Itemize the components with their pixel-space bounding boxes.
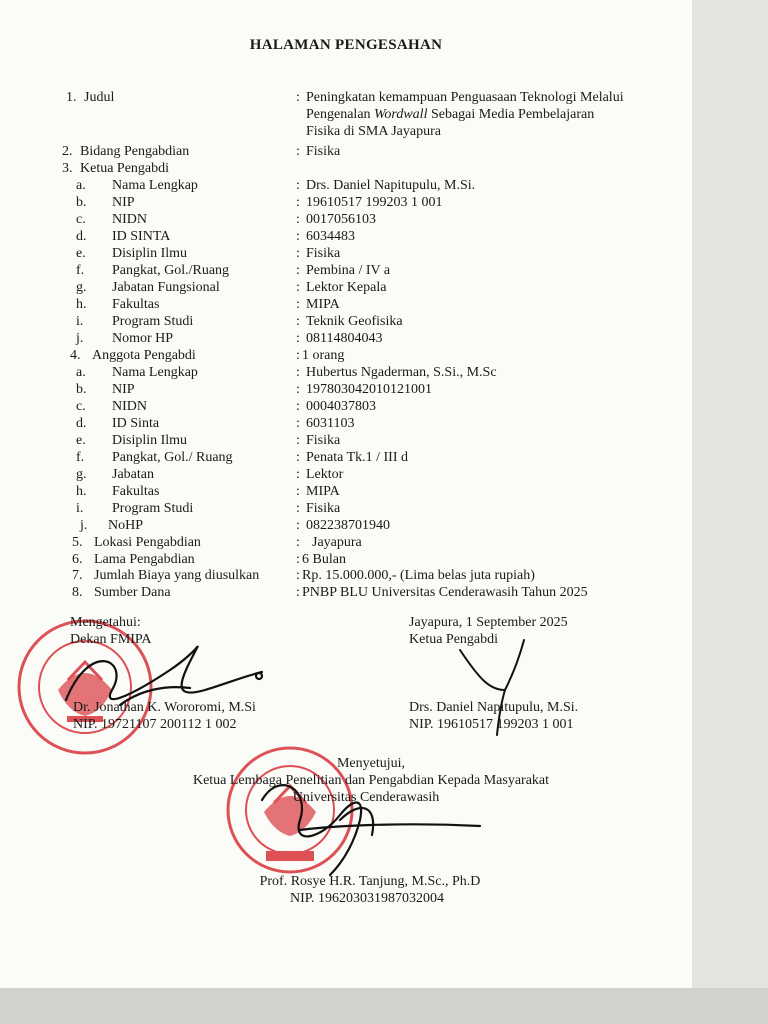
bottom-sig-line-3: Universitas Cenderawasih <box>292 790 440 805</box>
anggota-item: j. NoHP : 082238701940 <box>80 518 390 533</box>
ketua-item: b. NIP : 19610517 199203 1 001 <box>76 195 443 210</box>
ketua-item: d. ID SINTA : 6034483 <box>76 229 355 244</box>
anggota-item: g. Jabatan : Lektor <box>76 467 344 482</box>
ketua-item: c. NIDN : 0017056103 <box>76 212 376 227</box>
ketua-item: f. Pangkat, Gol./Ruang : Pembina / IV a <box>76 263 391 278</box>
lama-row: 6. Lama Pengabdian : 6 Bulan <box>72 552 346 567</box>
right-sig-line-1: Jayapura, 1 September 2025 <box>409 615 568 630</box>
judul-line-3: Fisika di SMA Jayapura <box>306 124 441 139</box>
page-title: HALAMAN PENGESAHAN <box>249 37 443 53</box>
bidang-value: Fisika <box>306 144 341 159</box>
anggota-row: 4. Anggota Pengabdi : 1 orang <box>70 348 345 363</box>
biaya-row: 7. Jumlah Biaya yang diusulkan : Rp. 15.000.000,- (Lima belas juta rupiah) <box>72 568 535 583</box>
ketua-item: h. Fakultas : MIPA <box>76 297 340 312</box>
judul-line-2: Pengenalan Wordwall Sebagai Media Pembelajaran <box>306 107 595 122</box>
left-sig-name: Dr. Jonathan K. Wororomi, M.Si <box>73 700 256 715</box>
judul-line-2-italic: Wordwall <box>374 107 428 122</box>
bottom-sig-name: Prof. Rosye H.R. Tanjung, M.Sc., Ph.D <box>259 874 481 889</box>
anggota-item: e. Disiplin Ilmu : Fisika <box>76 433 341 448</box>
left-sig-nip: NIP. 19721107 200112 1 002 <box>73 717 237 732</box>
ketua-item: i. Program Studi : Teknik Geofisika <box>76 314 403 329</box>
left-sig-line-1: Mengetahui: <box>70 615 141 630</box>
anggota-count: 1 orang <box>302 348 345 363</box>
right-sig-name: Drs. Daniel Napitupulu, M.Si. <box>409 700 579 715</box>
ketua-item: g. Jabatan Fungsional : Lektor Kepala <box>76 280 387 295</box>
lokasi-row: 5. Lokasi Pengabdian : Jayapura <box>72 535 362 550</box>
ketua-item: j. Nomor HP : 08114804043 <box>76 331 383 346</box>
bottom-sig-line-1: Menyetujui, <box>336 756 406 771</box>
item-number: 1. <box>66 90 77 105</box>
ketua-label: Ketua Pengabdi <box>80 161 170 176</box>
sumber-row: 8. Sumber Dana : PNBP BLU Universitas Cenderawasih Tahun 2025 <box>72 585 588 600</box>
ketua-item: e. Disiplin Ilmu : Fisika <box>76 246 341 261</box>
judul-label: Judul <box>84 90 115 105</box>
anggota-item: c. NIDN : 0004037803 <box>76 399 376 414</box>
judul-line-1: Peningkatan kemampuan Penguasaan Teknologi Melalui <box>306 90 624 105</box>
scan-background-right <box>692 0 768 1024</box>
scan-background-bottom <box>0 988 768 1024</box>
anggota-label: Anggota Pengabdi <box>92 348 196 363</box>
bottom-sig-nip: NIP. 196203031987032004 <box>289 891 444 906</box>
bidang-row: 2. Bidang Pengabdian : Fisika <box>62 144 341 159</box>
anggota-item: i. Program Studi : Fisika <box>76 501 341 516</box>
ketua-row: 3. Ketua Pengabdi <box>62 161 170 176</box>
ketua-item: a. Nama Lengkap : Drs. Daniel Napitupulu, M.Si. <box>76 178 476 193</box>
right-sig-line-2: Ketua Pengabdi <box>409 632 499 647</box>
bidang-label: Bidang Pengabdian <box>80 144 190 159</box>
anggota-item: b. NIP : 197803042010121001 <box>76 382 432 397</box>
anggota-item: d. ID Sinta : 6031103 <box>76 416 355 431</box>
anggota-item: f. Pangkat, Gol./ Ruang : Penata Tk.1 / III d <box>76 450 408 465</box>
anggota-item: a. Nama Lengkap : Hubertus Ngaderman, S.Si., M.Sc <box>76 365 497 380</box>
bottom-sig-line-2: Ketua Lembaga Penelitian dan Pengabdian Kepada Masyarakat <box>192 773 550 788</box>
left-sig-line-2: Dekan FMIPA <box>70 632 152 647</box>
right-sig-nip: NIP. 19610517 199203 1 001 <box>409 717 574 732</box>
anggota-item: h. Fakultas : MIPA <box>76 484 340 499</box>
